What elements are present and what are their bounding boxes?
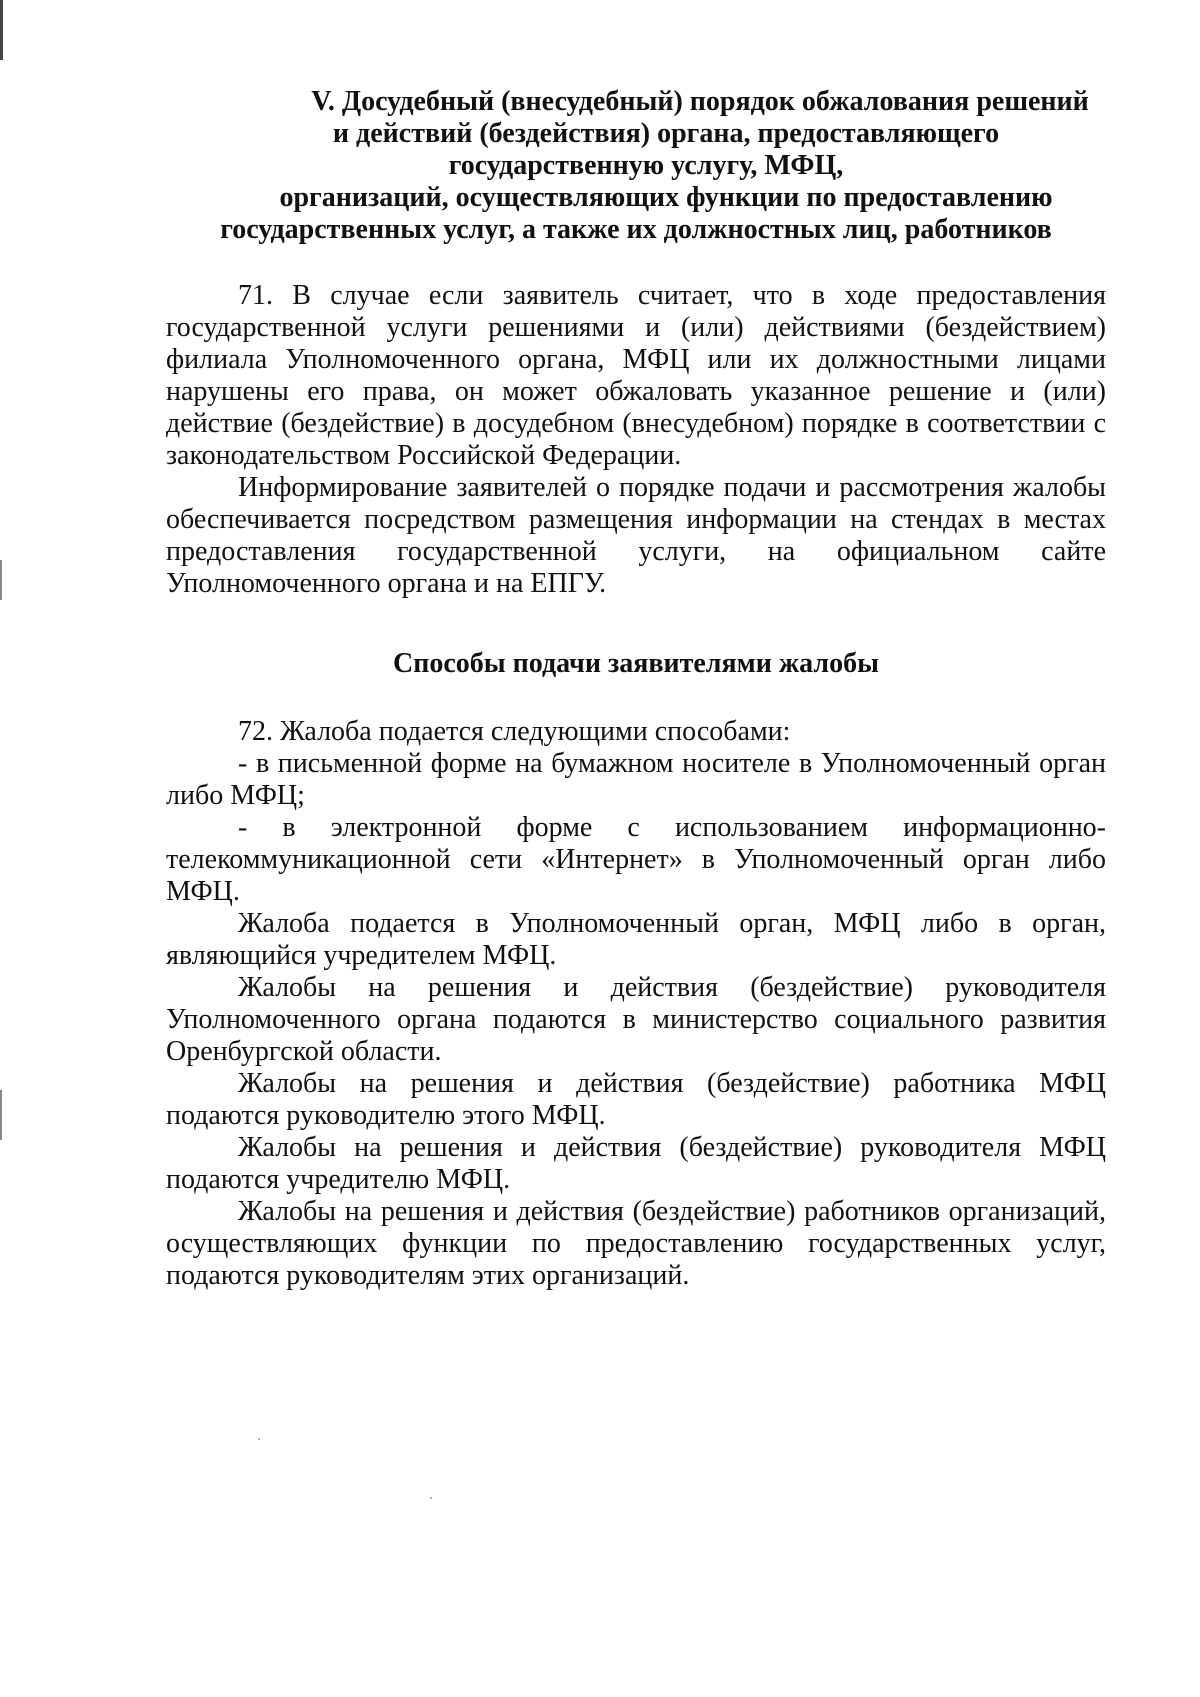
scan-edge-mark — [0, 560, 2, 600]
section-title-line: V. Досудебный (внесудебный) порядок обжалования решений — [311, 86, 1089, 117]
spacer — [166, 600, 1106, 648]
paragraph-72: 72. Жалоба подается следующими способами: — [238, 716, 791, 747]
paragraph-71: 71. В случае если заявитель считает, что в ходе предоставления государственной услуги решениями и (или) действиями (бездействием) филиала Уполномоченного органа, МФЦ или их должностными лицами нарушены его права, он может обжаловать указанное решение и (или) действие (бездействие) в досудебном (внесудебном) порядке в соответствии с законодательством Российской Федерации. — [166, 280, 1106, 471]
paragraph-where-submitted: Жалоба подается в Уполномоченный орган, МФЦ либо в орган, являющийся учредителем МФЦ. — [166, 908, 1106, 971]
list-item-paper-form: - в письменной форме на бумажном носителе в Уполномоченный орган либо МФЦ; — [166, 748, 1106, 811]
document-content — [166, 86, 1106, 1292]
list-item-electronic-form: - в электронной форме с использованием информационно-телекоммуникационной сети «Интернет» в Уполномоченный орган либо МФЦ. — [166, 812, 1106, 907]
section-title-line: государственную услугу, МФЦ, — [448, 150, 844, 181]
scan-speck — [258, 1438, 260, 1440]
scan-edge-mark — [0, 0, 3, 60]
section-title-line: организаций, осуществляющих функции по предоставлению — [279, 182, 1053, 213]
paragraph-mfc-worker-complaints: Жалобы на решения и действия (бездействие) работника МФЦ подаются руководителю этого МФЦ. — [166, 1068, 1106, 1131]
spacer — [166, 680, 1106, 716]
section-title — [166, 86, 1106, 246]
spacer — [166, 246, 1106, 280]
scan-speck — [430, 1497, 432, 1499]
paragraph-mfc-head-complaints: Жалобы на решения и действия (бездействие) руководителя МФЦ подаются учредителю МФЦ. — [166, 1132, 1106, 1195]
paragraph-organizations-complaints: Жалобы на решения и действия (бездействие) работников организаций, осуществляющих функции по предоставлению государственных услуг, подаются руководителям этих организаций. — [166, 1196, 1106, 1291]
paragraph-informing: Информирование заявителей о порядке подачи и рассмотрения жалобы обеспечивается посредством размещения информации на стендах в местах предоставления государственной услуги, на официальном сайте Уполномоченного органа и на ЕПГУ. — [166, 472, 1106, 599]
section-title-line: государственных услуг, а также их должностных лиц, работников — [220, 214, 1052, 245]
section-title-line: и действий (бездействия) органа, предоставляющего — [332, 118, 1000, 149]
paragraph-head-complaints: Жалобы на решения и действия (бездействие) руководителя Уполномоченного органа подаются в министерство социального развития Оренбургской области. — [166, 972, 1106, 1067]
subsection-title: Способы подачи заявителями жалобы — [393, 648, 879, 679]
scan-edge-mark — [0, 1090, 2, 1140]
